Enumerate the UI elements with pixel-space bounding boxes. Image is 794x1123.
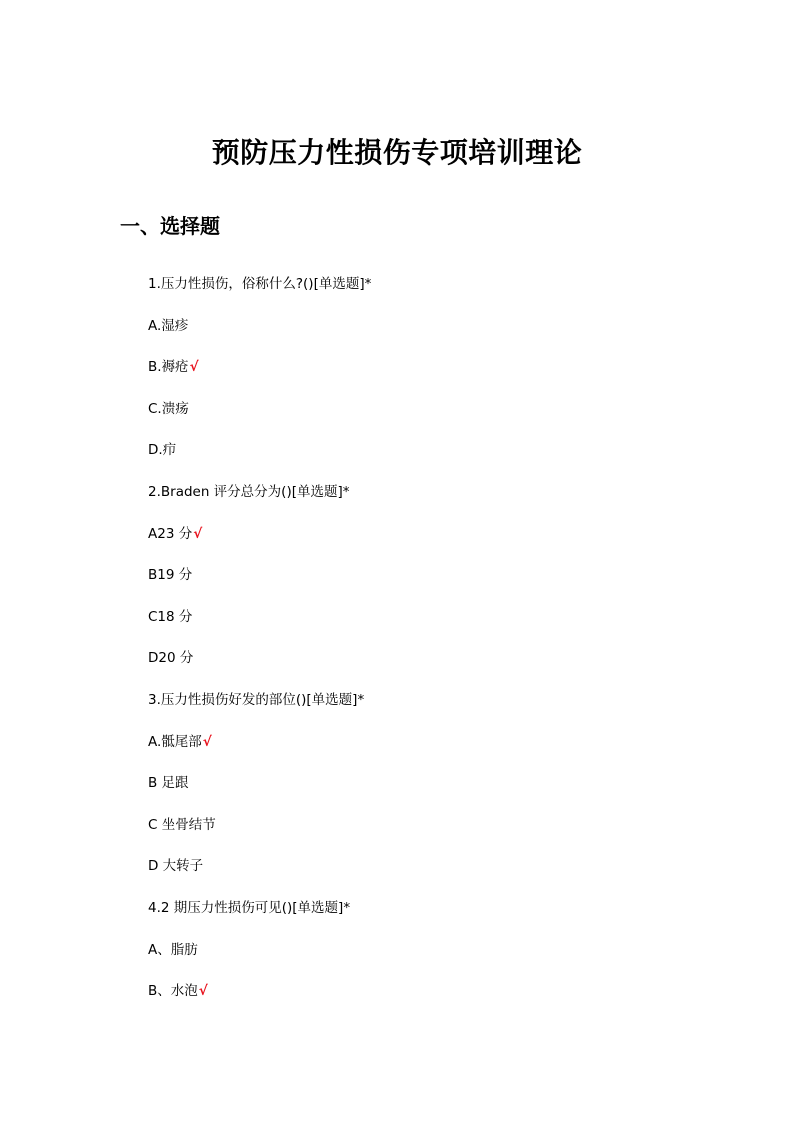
line-text: 4.2 期压力性损伤可见()[单选题]*	[148, 899, 351, 916]
line-text: D 大转子	[148, 858, 204, 875]
option-2c	[148, 603, 708, 645]
line-text: 1.压力性损伤，俗称什么?()[单选题]*	[148, 276, 372, 292]
line-text: B 足跟	[148, 775, 189, 792]
line-text: C.溃疡	[148, 400, 189, 417]
line-text: A23 分	[148, 525, 193, 542]
option-3c	[148, 811, 708, 853]
line-text: 3.压力性损伤好发的部位()[单选题]*	[148, 691, 365, 708]
line-text: A.湿疹	[148, 317, 189, 334]
option-1b	[148, 353, 708, 395]
line-text: B、水泡	[148, 983, 198, 1000]
question-2	[148, 478, 708, 520]
section-heading: 一、选择题	[120, 214, 220, 238]
page-title: 预防压力性损伤专项培训理论	[211, 136, 583, 169]
line-text: B19 分	[148, 567, 193, 584]
option-1a	[148, 312, 708, 354]
option-2a	[148, 520, 708, 562]
correct-check-icon: √	[198, 983, 208, 1000]
line-text: D20 分	[148, 650, 194, 667]
question-1	[148, 270, 708, 312]
option-1c	[148, 395, 708, 437]
correct-check-icon: √	[193, 525, 203, 542]
line-text: C 坐骨结节	[148, 816, 216, 833]
option-4a	[148, 936, 708, 978]
option-3a	[148, 728, 708, 770]
option-4b	[148, 977, 708, 1019]
line-text: B.褥疮	[148, 359, 189, 376]
line-text: C18 分	[148, 608, 193, 625]
question-3	[148, 686, 708, 728]
question-4	[148, 894, 708, 936]
option-1d	[148, 436, 708, 478]
line-text: D.疖	[148, 442, 177, 459]
option-3d	[148, 852, 708, 894]
option-3b	[148, 769, 708, 811]
line-text: 2.Braden 评分总分为()[单选题]*	[148, 483, 350, 500]
correct-check-icon: √	[202, 733, 212, 750]
line-text: A.骶尾部	[148, 733, 202, 750]
option-2d	[148, 644, 708, 686]
question-list	[148, 270, 708, 1019]
option-2b	[148, 561, 708, 603]
line-text: A、脂肪	[148, 941, 198, 958]
correct-check-icon: √	[189, 359, 199, 376]
